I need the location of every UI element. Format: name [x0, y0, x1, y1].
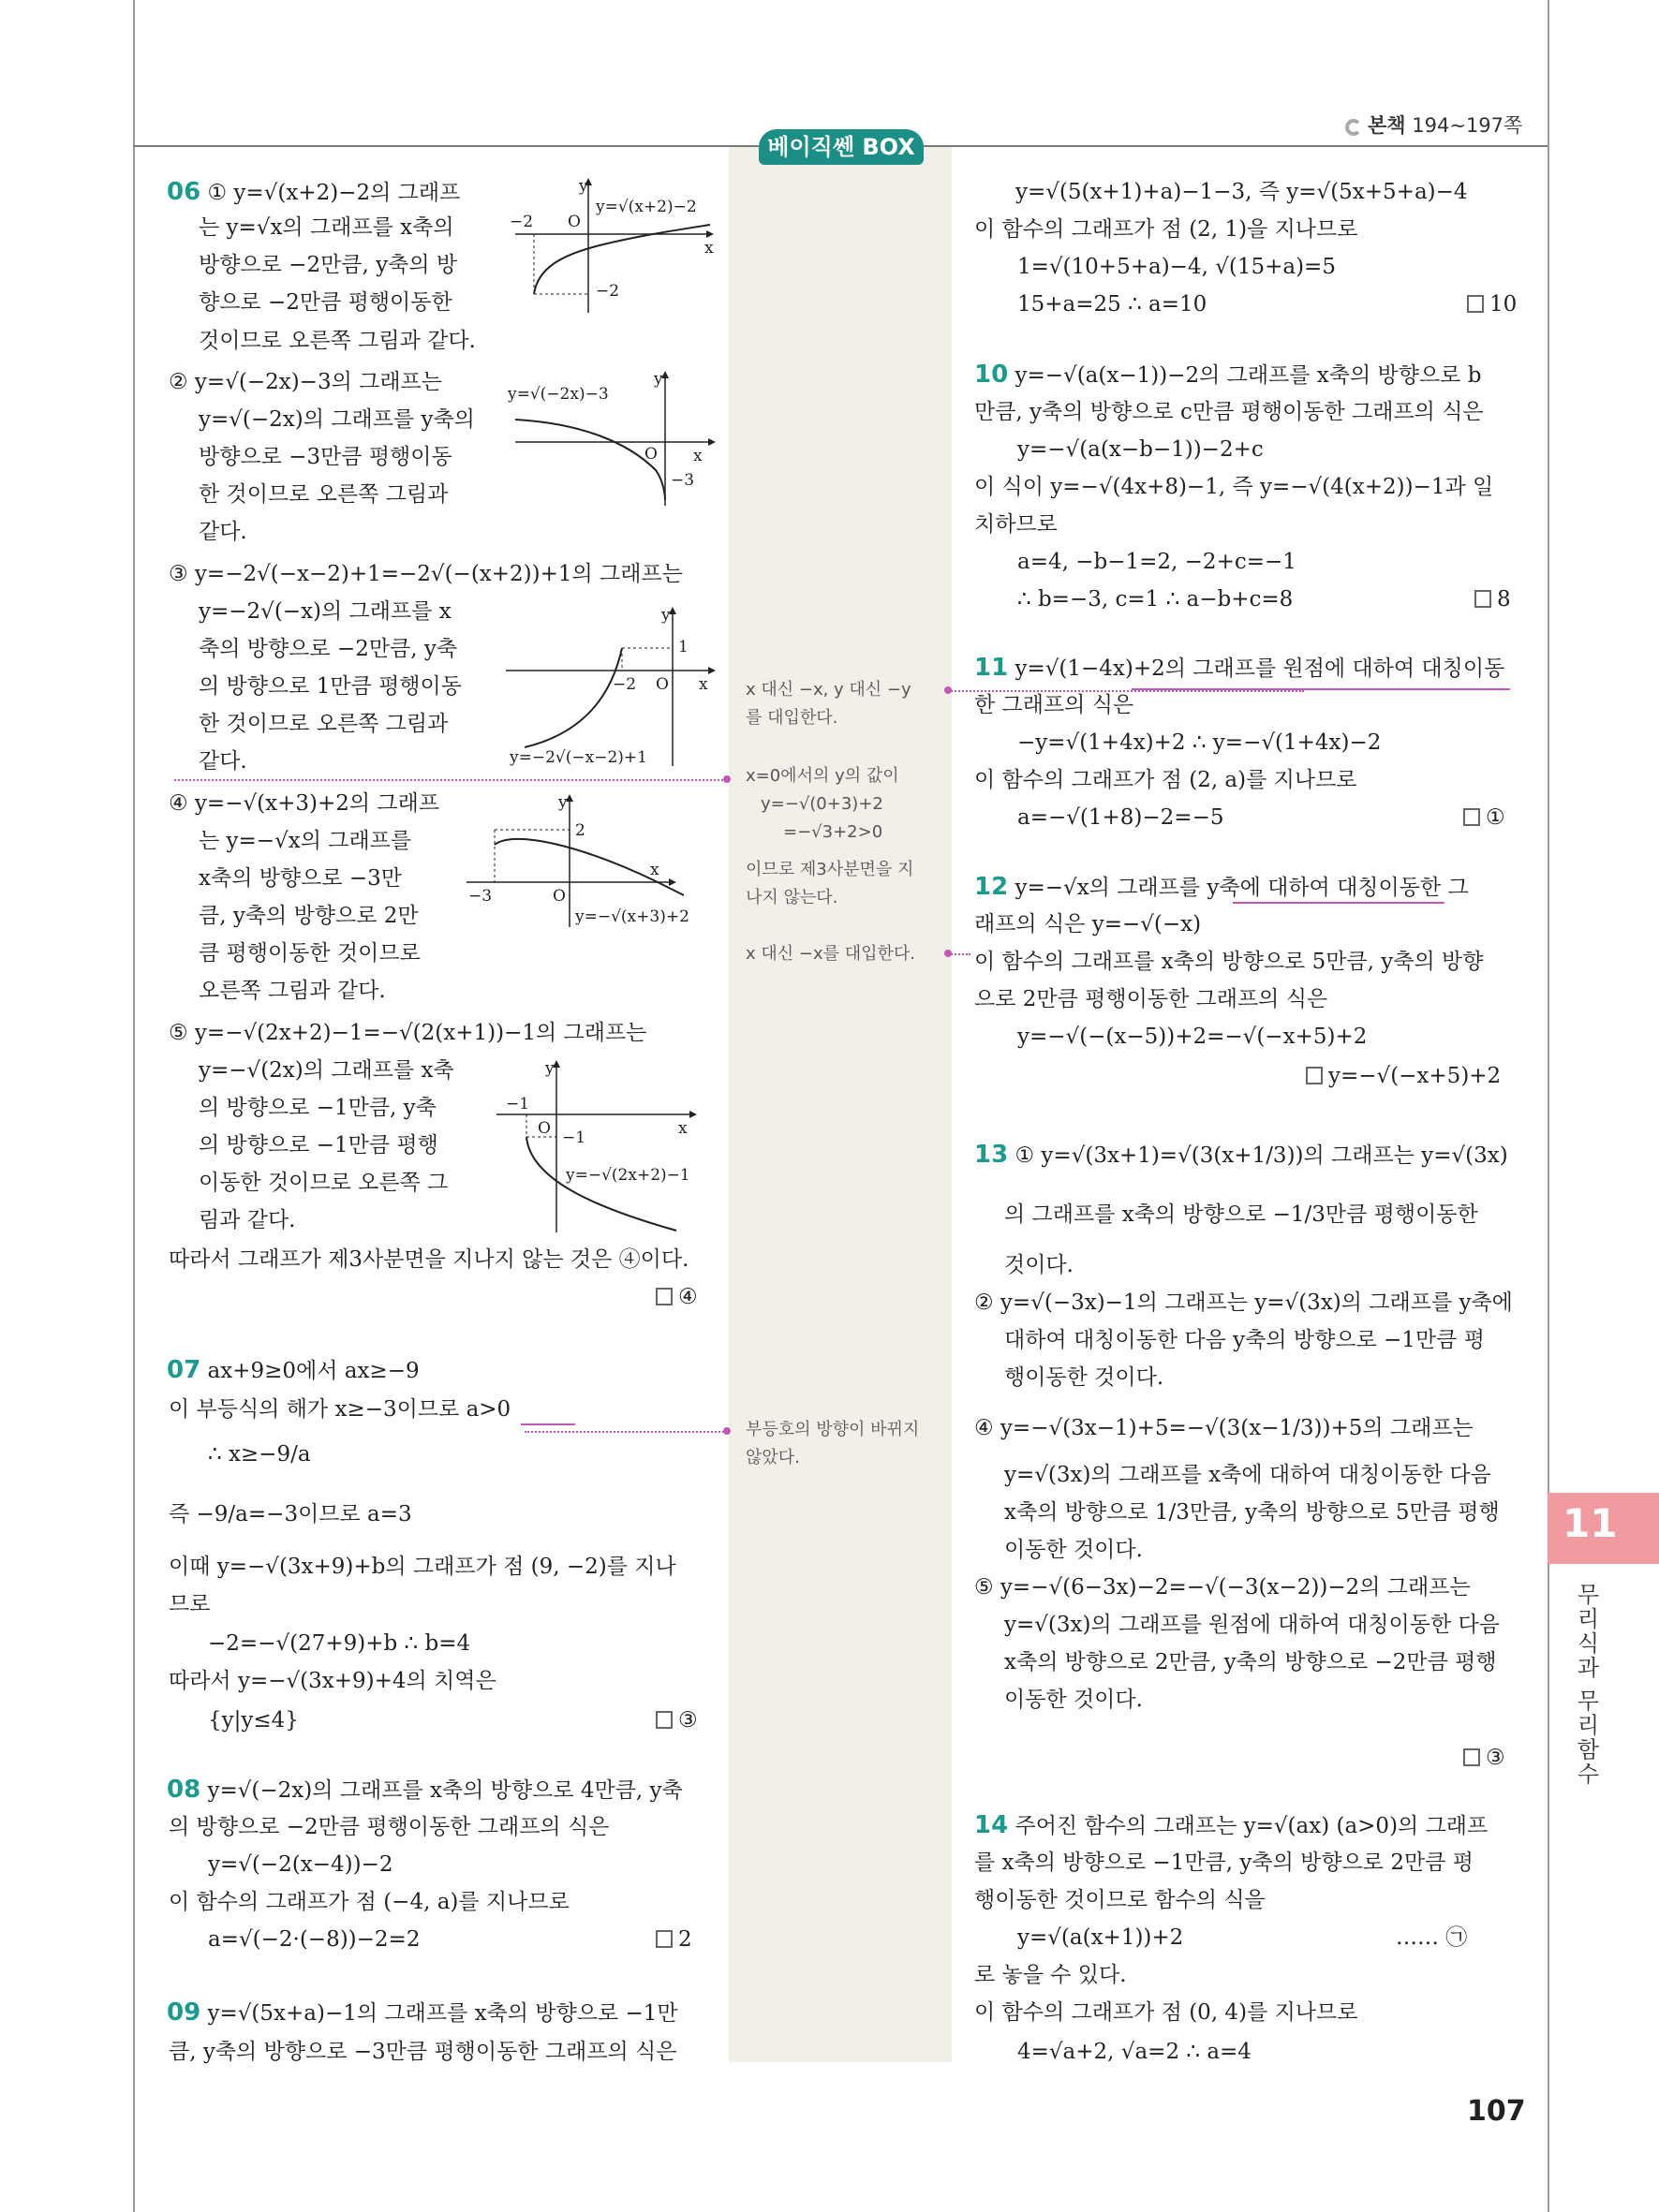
solution-line: 이때 y=−√(3x+9)+b의 그래프가 점 (9, −2)를 지나: [169, 1555, 676, 1579]
solution-line: ② y=√(−2x)−3의 그래프는: [169, 370, 442, 394]
y-axis-label: y: [579, 177, 588, 196]
answer: y=−√(−x+5)+2: [1306, 1062, 1501, 1090]
solution-line: 4=√a+2, √a=2 ∴ a=4: [1017, 2040, 1252, 2064]
answer: ③: [656, 1706, 698, 1734]
solution-line: 는 y=√x의 그래프를 x축의: [199, 215, 454, 240]
solution-line: ∴ b=−3, c=1 ∴ a−b+c=8: [1017, 587, 1294, 612]
solution-line: 것이다.: [1004, 1253, 1074, 1277]
solution-line: 07 ax+9≥0에서 ax≥−9: [167, 1356, 420, 1384]
solution-line: 08 y=√(−2x)의 그래프를 x축의 방향으로 4만큼, y축: [167, 1776, 683, 1804]
x-tick: −2: [510, 213, 534, 231]
solution-line: 의 방향으로 −1만큼, y축: [199, 1096, 437, 1120]
curve-label: y=√(x+2)−2: [596, 198, 697, 216]
side-note-line: y=−√(0+3)+2: [761, 794, 883, 814]
page-reference: 본책 194~197쪽: [1345, 111, 1522, 139]
solution-line: 림과 같다.: [199, 1208, 296, 1232]
problem-number: 06: [167, 178, 201, 206]
x-axis-label: x: [704, 239, 714, 258]
page-number: 107: [1467, 2095, 1526, 2128]
solution-line: x축의 방향으로 1/3만큼, y축의 방향으로 5만큼 평행: [1004, 1500, 1500, 1525]
graph-06-3: [506, 605, 721, 773]
solution-line: y=−√(a(x−b−1))−2+c: [1017, 437, 1264, 462]
solution-line: 이 함수의 그래프가 점 (2, a)를 지나므로: [974, 768, 1357, 792]
origin-label: O: [538, 1119, 551, 1138]
left-margin-line: [133, 0, 135, 2212]
solution-line: 이 함수의 그래프를 x축의 방향으로 5만큼, y축의 방향: [974, 950, 1484, 974]
answer-icon: [1463, 808, 1480, 826]
side-note-line: =−√3+2>0: [783, 822, 883, 842]
problem-number: 09: [167, 1998, 201, 2027]
solution-line: 방향으로 −2만큼, y축의 방: [199, 253, 458, 277]
x-axis-label: x: [678, 1119, 688, 1138]
solution-line: 14 주어진 함수의 그래프는 y=√(ax) (a>0)의 그래프: [974, 1811, 1489, 1839]
solution-line: y=√(5(x+1)+a)−1−3, 즉 y=√(5x+5+a)−4: [1015, 180, 1468, 204]
x-tick: −1: [506, 1095, 530, 1113]
solution-line: 이동한 것이다.: [1004, 1688, 1143, 1712]
side-note-line: 부등호의 방향이 바뀌지: [746, 1420, 920, 1439]
solution-line: −2=−√(27+9)+b ∴ b=4: [208, 1631, 471, 1656]
connector-11: [948, 690, 1304, 692]
connector-dot: [723, 1427, 731, 1435]
solution-line: 한 그래프의 식은: [974, 693, 1134, 717]
basic-box-column: [729, 147, 952, 2062]
solution-line: 이동한 것이므로 오른쪽 그: [199, 1171, 449, 1195]
graph-06-5: [487, 1056, 721, 1238]
solution-line: y=√(−2(x−4))−2: [208, 1852, 393, 1877]
y-tick: 2: [575, 821, 585, 840]
solution-line: 만큼, y축의 방향으로 c만큼 평행이동한 그래프의 식은: [974, 400, 1484, 424]
origin-label: O: [656, 675, 669, 694]
solution-line: {y|y≤4}: [208, 1708, 299, 1733]
answer: ③: [1463, 1744, 1505, 1772]
y-axis-label: y: [654, 370, 663, 389]
solution-line: a=−√(1+8)−2=−5: [1017, 805, 1224, 830]
solution-line: 1=√(10+5+a)−4, √(15+a)=5: [1017, 255, 1336, 279]
x-tick: −3: [468, 887, 493, 906]
answer: 10: [1467, 290, 1517, 318]
solution-line: 의 방향으로 1만큼 평행이동: [199, 674, 462, 699]
solution-line: 12 y=−√x의 그래프를 y축에 대하여 대칭이동한 그: [974, 873, 1469, 901]
solution-line: 를 x축의 방향으로 −1만큼, y축의 방향으로 2만큼 평: [974, 1851, 1474, 1875]
x-axis-label: x: [699, 675, 708, 694]
reference-icon: [1345, 119, 1362, 136]
side-note-line: 않았다.: [746, 1448, 800, 1467]
solution-line: y=−2√(−x)의 그래프를 x: [199, 599, 452, 624]
solution-line: 의 방향으로 −1만큼 평행: [199, 1133, 438, 1158]
answer: 2: [656, 1925, 692, 1954]
graph-06-4: [467, 790, 719, 935]
solution-line: 같다.: [199, 749, 247, 774]
y-tick: −3: [671, 471, 695, 490]
solution-line: 것이므로 오른쪽 그림과 같다.: [199, 329, 476, 353]
y-tick: 1: [678, 638, 689, 656]
problem-number: 11: [974, 654, 1009, 682]
solution-line: ⑤ y=−√(6−3x)−2=−√(−3(x−2))−2의 그래프는: [974, 1575, 1471, 1600]
solution-line: 의 그래프를 x축의 방향으로 −1/3만큼 평행이동한: [1004, 1202, 1478, 1227]
solution-line: 즉 −9/a=−3이므로 a=3: [169, 1502, 412, 1526]
solution-line: ⑤ y=−√(2x+2)−1=−√(2(x+1))−1의 그래프는: [169, 1021, 647, 1045]
solution-line: x축의 방향으로 2만큼, y축의 방향으로 −2만큼 평행: [1004, 1650, 1497, 1674]
graph-06-2: [506, 367, 721, 511]
curve-label: y=−√(x+3)+2: [575, 907, 689, 926]
right-margin-line: [1548, 0, 1549, 2212]
chapter-tab-label: 무리식과 무리함수: [1573, 1583, 1599, 1787]
solution-line: 오른쪽 그림과 같다.: [199, 979, 386, 1003]
problem-number: 07: [167, 1356, 201, 1384]
y-axis-label: y: [558, 793, 568, 812]
solution-line: 는 y=−√x의 그래프를: [199, 829, 412, 853]
solution-line: 대하여 대칭이동한 다음 y축의 방향으로 −1만큼 평: [1004, 1328, 1485, 1352]
solution-line: ④ y=−√(x+3)+2의 그래프: [169, 791, 440, 816]
y-axis-label: y: [661, 606, 671, 625]
solution-line: ④ y=−√(3x−1)+5=−√(3(x−1/3))+5의 그래프는: [974, 1416, 1474, 1440]
answer-icon: [1474, 590, 1491, 608]
solution-line: y=√(−2x)의 그래프를 y축의: [199, 407, 475, 432]
solution-line: y=√(3x)의 그래프를 원점에 대하여 대칭이동한 다음: [1004, 1613, 1500, 1637]
answer-icon: [656, 1288, 673, 1305]
connector-dot: [944, 686, 952, 694]
chapter-tab[interactable]: 11: [1548, 1493, 1659, 1564]
problem-number: 08: [167, 1776, 201, 1804]
connector-dot: [944, 950, 952, 957]
answer: ①: [1463, 804, 1505, 832]
solution-line: −y=√(1+4x)+2 ∴ y=−√(1+4x)−2: [1017, 730, 1382, 755]
solution-line: ③ y=−2√(−x−2)+1=−2√(−(x+2))+1의 그래프는: [169, 562, 683, 586]
solution-line: 방향으로 −3만큼 평행이동: [199, 445, 452, 469]
origin-label: O: [568, 213, 581, 231]
solution-line: a=√(−2·(−8))−2=2: [208, 1927, 421, 1952]
solution-line: 13 ① y=√(3x+1)=√(3(x+1/3))의 그래프는 y=√(3x): [974, 1141, 1508, 1169]
answer-icon: [1467, 295, 1484, 313]
answer: ④: [656, 1283, 698, 1311]
solution-line: 행이동한 것이므로 함수의 식을: [974, 1888, 1266, 1912]
solution-line: 래프의 식은 y=−√(−x): [974, 912, 1202, 936]
solution-line: y=−√(2x)의 그래프를 x축: [199, 1058, 454, 1083]
connector-06-3: [174, 779, 727, 781]
solution-line: ∴ x≥−9/a: [208, 1442, 311, 1467]
solution-line: 이동한 것이다.: [1004, 1538, 1143, 1562]
basic-box-tag: 베이직쎈 BOX: [759, 129, 924, 165]
solution-line: 15+a=25 ∴ a=10: [1017, 292, 1207, 317]
y-tick: −1: [562, 1128, 586, 1147]
solution-line: 이 식이 y=−√(4x+8)−1, 즉 y=−√(4(x+2))−1과 일: [974, 475, 1494, 499]
solution-line: 행이동한 것이다.: [1004, 1365, 1164, 1390]
underline-07: [521, 1423, 575, 1425]
side-note-line: x=0에서의 y의 값이: [746, 766, 899, 786]
y-axis-label: y: [545, 1059, 555, 1078]
side-note-line: 를 대입한다.: [746, 708, 838, 728]
solution-line: …… ㉠: [1396, 1925, 1468, 1950]
connector-07: [525, 1431, 727, 1433]
curve-label: y=√(−2x)−3: [508, 385, 609, 404]
answer: 8: [1474, 585, 1511, 613]
x-axis-label: x: [693, 447, 703, 465]
solution-line: y=−√(−(x−5))+2=−√(−x+5)+2: [1017, 1025, 1368, 1049]
solution-line: 큼, y축의 방향으로 2만: [199, 904, 419, 928]
answer-icon: [1306, 1067, 1323, 1084]
connector-dot: [723, 775, 731, 783]
origin-label: O: [644, 445, 658, 464]
solution-line: 이 부등식의 해가 x≥−3이므로 a>0: [169, 1397, 511, 1422]
solution-line: 11 y=√(1−4x)+2의 그래프를 원점에 대하여 대칭이동: [974, 654, 1505, 682]
underline-12: [1233, 902, 1444, 904]
solution-line: 이 함수의 그래프가 점 (−4, a)를 지나므로: [169, 1890, 570, 1914]
answer-icon: [656, 1711, 673, 1729]
solution-line: a=4, −b−1=2, −2+c=−1: [1017, 550, 1296, 574]
side-note-line: 나지 않는다.: [746, 888, 838, 907]
solution-line: 큼 평행이동한 것이므로: [199, 941, 421, 966]
solution-line: 치하므로: [974, 512, 1058, 537]
solution-line: 이 함수의 그래프가 점 (0, 4)를 지나므로: [974, 2000, 1358, 2025]
answer-icon: [1463, 1748, 1480, 1766]
problem-number: 13: [974, 1141, 1009, 1169]
x-axis-label: x: [650, 861, 659, 879]
solution-line: 06 ① y=√(x+2)−2의 그래프: [167, 178, 461, 206]
problem-number: 14: [974, 1811, 1009, 1839]
x-tick: −2: [613, 675, 637, 694]
problem-number: 10: [974, 361, 1009, 389]
side-note-line: x 대신 −x, y 대신 −y: [746, 680, 911, 700]
curve-label: y=−√(2x+2)−1: [566, 1166, 690, 1185]
origin-label: O: [553, 887, 566, 906]
solution-line: 따라서 y=−√(3x+9)+4의 치역은: [169, 1669, 496, 1693]
solution-line: y=√(a(x+1))+2: [1017, 1925, 1184, 1950]
solution-line: 10 y=−√(a(x−1))−2의 그래프를 x축의 방향으로 b: [974, 361, 1482, 389]
underline-11: [1132, 688, 1510, 690]
problem-number: 12: [974, 873, 1009, 901]
solution-line: 따라서 그래프가 제3사분면을 지나지 않는 것은 ④이다.: [169, 1247, 689, 1272]
curve-label: y=−2√(−x−2)+1: [510, 748, 647, 767]
solution-line: 므로: [169, 1592, 211, 1616]
answer-icon: [656, 1930, 673, 1948]
solution-line: x축의 방향으로 −3만: [199, 866, 403, 891]
solution-line: ② y=√(−3x)−1의 그래프는 y=√(3x)의 그래프를 y축에: [974, 1290, 1513, 1315]
solution-line: 로 놓을 수 있다.: [974, 1963, 1127, 1987]
solution-line: 큼, y축의 방향으로 −3만큼 평행이동한 그래프의 식은: [169, 2040, 677, 2064]
solution-line: 의 방향으로 −2만큼 평행이동한 그래프의 식은: [169, 1815, 610, 1839]
solution-line: 이 함수의 그래프가 점 (2, 1)을 지나므로: [974, 217, 1358, 242]
graph-06-1: [506, 174, 721, 318]
y-tick: −2: [596, 282, 620, 301]
solution-line: 향으로 −2만큼 평행이동한: [199, 290, 452, 315]
solution-line: 으로 2만큼 평행이동한 그래프의 식은: [974, 987, 1328, 1011]
solution-line: 축의 방향으로 −2만큼, y축: [199, 637, 458, 661]
side-note-line: x 대신 −x를 대입한다.: [746, 944, 915, 964]
solution-line: y=√(3x)의 그래프를 x축에 대하여 대칭이동한 다음: [1004, 1463, 1491, 1487]
side-note-line: 이므로 제3사분면을 지: [746, 860, 914, 879]
solution-line: 한 것이므로 오른쪽 그림과: [199, 482, 449, 507]
solution-line: 09 y=√(5x+a)−1의 그래프를 x축의 방향으로 −1만: [167, 1998, 678, 2027]
solution-line: 같다.: [199, 520, 247, 544]
solution-line: 한 것이므로 오른쪽 그림과: [199, 712, 449, 736]
